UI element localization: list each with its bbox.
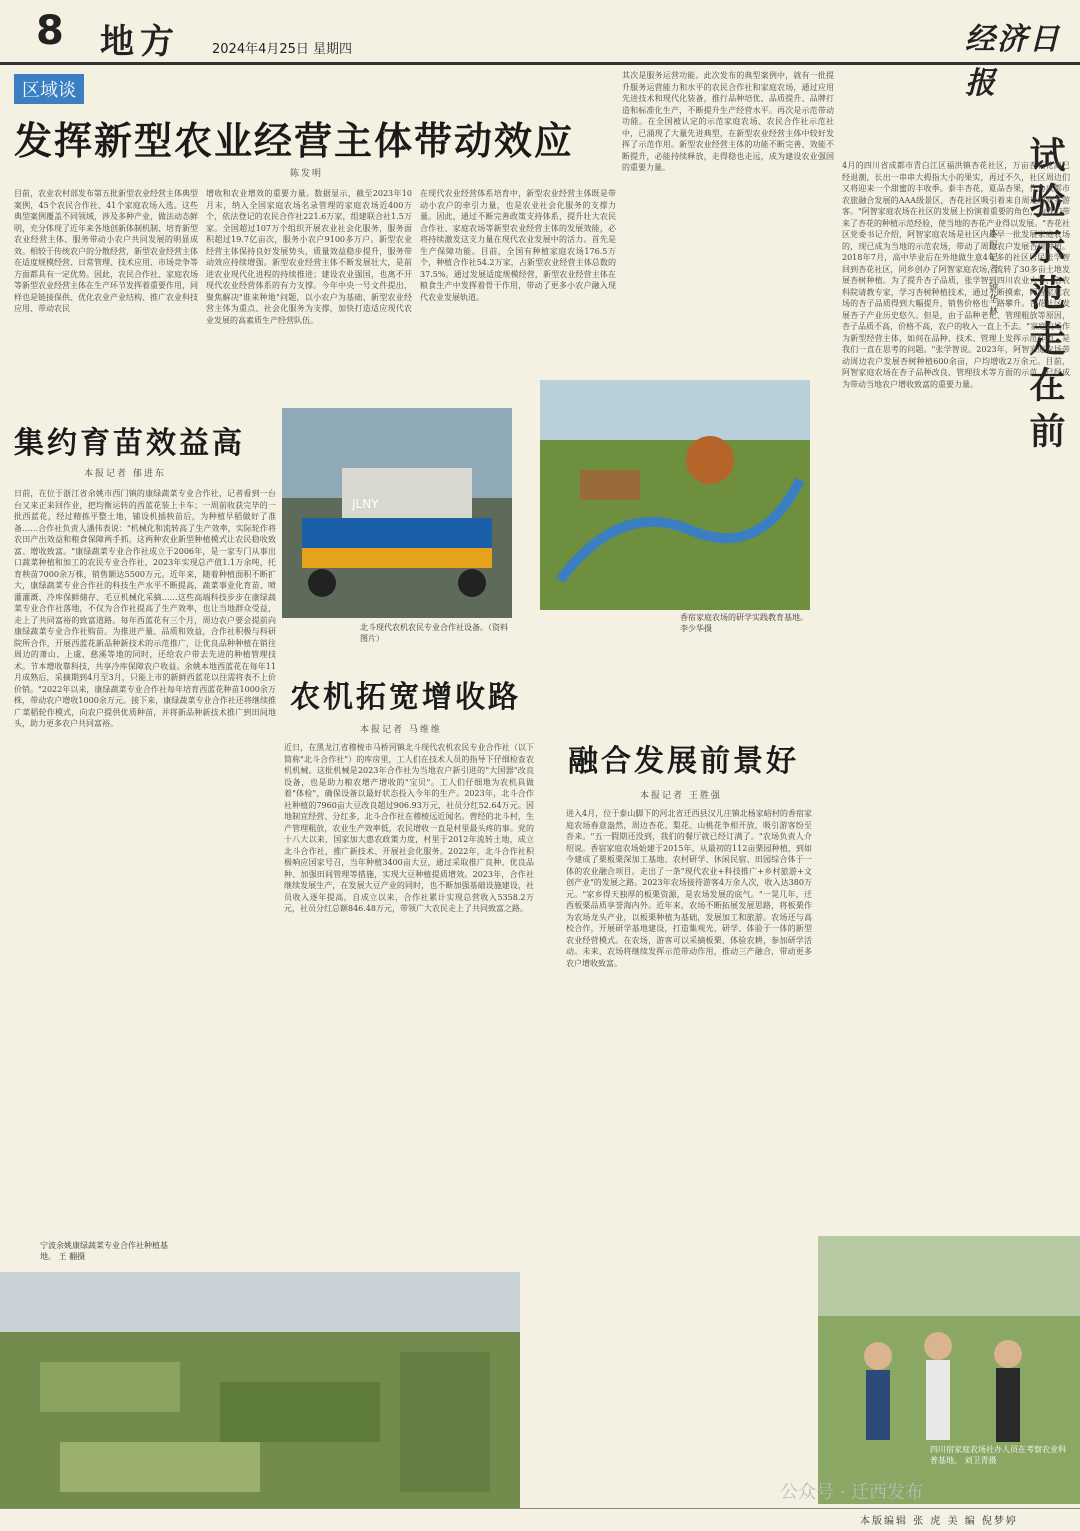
column-tag: 区域谈 bbox=[14, 74, 84, 104]
left-article-body: 日前，在位于浙江省余姚市西门镇的康绿蔬菜专业合作社，记者看到一台台又来正来回作业，把均衡运转的西蓝花装上卡车；一周前收获完毕的一批西蓝花，经过精拣平整土地，铺设机插秧苗后，为种植早稻做好了准备……合作社负责人潘伟表说："机械化和流转高了生产效率，实际轮作将农田产出效益和粮食保障两手抓，这两种农业新型种植模式让农民稳收致富、增收致富。"康绿蔬菜专业合作社成立于2006年，是一家专门从事出口蔬菜种植和加工的农民专业合作社，2023年实现总产值1.1万余吨，托育秧苗7000余万株，销售额达5500万元。近年来，随着种植面积不断扩大，康绿蔬菜专业合作社的科技生产水平不断提高，蔬菜事业化育苗、喷灌灌溉、冷库保鲜储存、毛豆机械化采摘……这些高端科技步步在康绿蔬菜专业合作社落地，不仅为合作社提高了生产效率，也让当地群众受益，走上了共同富裕的致富道路。每年西蓝花有三个月，周边农户要会提前向康绿蔬菜专业合作社购苗。为推进产量、品质和效益，合作社积极与科研院所合作，开展西蓝花新品种新技术的示范推广，让优良品种种植在销往周边的萧山、上虞、慈溪等地的同时，还给农户带去先进的种植管理技术。节本增收靠科技，共享冷库保障农户收益。余姚本地西蓝花在每年11月成熟后，采摘期到4月至3月，只能上市的新鲜西蓝花以往需将表不上价价销。"2022年以来，康绿蔬菜专业合作社每年培育西蓝花种苗1000余万株，带动农户增收1000余万元。接下来，康绿蔬菜专业合作社还将继续推广菜稻轮作模式，向农户提供优质种苗，并将新品种新技术推广到田间地头，助力更多农户共同富裕。 bbox=[14, 489, 276, 728]
main-col-1: 目前，农业农村部发布第五批新型农业经营主体典型案例，45个农民合作社、41个家庭农场入选。这些典型案例覆盖不同领域，涉及多种产业，做法动态鲜明，充分体现了近年来各地创新体制机制、培育新型农业经营主体、服务带动小农户共同发展的明显成效。相较于传统农户的分散经营，新型农业经营主体在适度规模经营、日常管理、技术应用、市场竞争等方面都具有一定优势。因此，农民合作社、家庭农场等新型农业经营主体在生产环节发挥着重要作用，同样也是链接保供、优化农业产业结构、推广农业科技应用、带动农民 bbox=[14, 189, 198, 313]
right-article-body: 4月的四川省成都市青白江区福洪镇杏花社区，万亩杏花花海已经退潮，长出一串串大拇指大小的果实，再过不久，社区周边们又将迎来一个甜蜜的丰收季。泰丰杏花，夏品杏果，作为成都市农旅融合发展的AAA级景区，杏花社区吸引着来自周边的众多游客。"阿智家庭农场在社区的发展上扮演着重要的角色，为我们带来了杏花的种植示范经验，使当地的杏花产业得以发展。"杏花社区党委书记介绍，阿智家庭农场是社区内最早一批发展家庭农场的，现已成为当地的示范农场，带动了周边农户发展杏树种植。2018年7月，高中毕业后在外地做生意4年多的社区居民张学智回到杏花社区，同乡创办了阿智家庭农场，流转了30多亩土地发展杏树种植。为了提升杏子品质，张学智到四川农业大学、省农科院请教专家，学习杏树种植技术，通过不断摸索，阿智家庭农场的杏子品质得到大幅提升，销售价格也一路攀升。杏花社区发展杏子产业历史悠久。但是，由于品种老化、管理粗放等原因，杏子品质不高，价格不高，农户的收入一直上不去。"家庭农场作为新型经营主体，如何在品种、技术、管理上发挥示范作用，是我们一直在思考的问题。"张学智说。2023年，阿智家庭农场带动周边农户发展杏树种植600余亩，户均增收2万余元。目前，阿智家庭农场在杏子品种改良、管理技术等方面的示范，已经成为带动当地农户增收致富的重要力量。 bbox=[842, 161, 1070, 389]
left-article-title: 集约育苗效益高 bbox=[14, 426, 245, 461]
main-col-4: 其次是服务运营功能。此次发布的典型案例中，就有一批提升服务运营能力和水平的农民合作社和家庭农场，通过应用先进技术和现代化装备，推行品种培优、品质提升、品牌打造和标准化生产，不断提升生产经营水平。再次是示范带动功能。在全国被认定的示范家庭农场、农民合作社示范社中，已涌现了大量先进典型，在新型农业经营主体中较好发挥了示范作用。新型农业经营主体的功能不断完善、效能不断提升，必能持续释放，走得稳也走远，成为建设农业强国的重要力量。 bbox=[622, 71, 834, 172]
page-number: 8 bbox=[36, 8, 64, 54]
left-article-byline: 本报记者 郁进东 bbox=[84, 469, 166, 479]
machine-brand-text: JLNY bbox=[352, 497, 379, 511]
right-center-article-body: 进入4月，位于泰山脚下的河北省迁西县汉儿庄镇北杨家峪村的香宿家庭农场春意盎然，周边杏花、梨花、山桃花争相开放，吸引游客纷至沓来。"五一假期还没到，我们的餐厅就已经订满了。"农场负责人介绍说。香宿家庭农场始建于2015年，从最初的112亩栗园种植，到如今建成了栗板栗深加工基地、农村研学、休闲民宿、田园综合体于一体的农业融合项目。走出了一条"现代农业+科技推广+乡村旅游+文创产业"的发展之路。2023年农场接待游客4万余人次，收入达380万元。"家乡得天独厚的板栗资源，是农场发展的底气。"一晃几年，迁西板栗品质享誉海内外。近年来，农场不断拓展发展思路，将板栗作为农场龙头产业，以板栗种植为基础，发展加工和旅游。农场还与高校合作，开展研学基地建设，打造集观光、研学、体验于一体的新型农业经营模式。在农场，游客可以采摘板栗、体验农耕，参加研学活动。未来，农场将继续发挥示范带动作用，推动三产融合，带动更多农户增收致富。 bbox=[566, 809, 812, 968]
editor-credits: 本版编辑 张 虎 美 编 倪梦婷 bbox=[860, 1516, 1018, 1527]
right-article-title: 试验示范走在前 bbox=[1024, 136, 1066, 458]
machinery-photo bbox=[282, 408, 512, 618]
masthead-logo: 经济日报 bbox=[965, 22, 1061, 101]
right-center-article-byline: 本报记者 王胜强 bbox=[640, 791, 722, 801]
main-col-3: 在现代农业经营体系培育中，新型农业经营主体既是带动小农户的牵引力量，也是农业社会化服务的支撑力量。因此，通过不断完善政策支持体系，提升壮大农民合作社、家庭农场等新型农业经营主体的发展效能，必将持续激发这支力量在现代农业发展中的活力。首先是生产保障功能。目前，全国有种植家庭农场176.5万个，种植合作社54.2万家，占新型农业经营主体总数的37.5%。通过发展适度规模经营，新型农业经营主体在粮食生产中发挥着骨干作用，带动了更多小农户融入现代农业发展轨道。 bbox=[420, 189, 616, 302]
right-article-byline: 本报记者 钟华林 bbox=[987, 228, 997, 318]
farm-illustration bbox=[540, 380, 810, 610]
main-author: 陈发明 bbox=[290, 169, 324, 179]
right-center-article-title: 融合发展前景好 bbox=[568, 744, 799, 779]
machinery-caption: 北斗现代农机农民专业合作社设备。（资料图片） bbox=[360, 623, 508, 643]
center-article-byline: 本报记者 马维维 bbox=[360, 725, 442, 735]
center-article-title: 农机拓宽增收路 bbox=[290, 680, 521, 715]
center-article-body: 近日，在黑龙江省穆棱市马桥河镇北斗现代农机农民专业合作社（以下简称"北斗合作社"）的库房里，工人们在技术人员的指导下仔细检查农机机械。这批机械是2023年合作社为当地农户新引进的"大国器"改良设备，也是助力粮农增产增收的"宝贝"。工人们仔细地为农机具做着"体检"，确保设备以最好状态投入今年的生产。2023年，北斗合作社种植的7960亩大豆改良超过906.93万元，社员分红52.64万元。因地制宜经营、分红多，北斗合作社在穆棱远近闻名。曾经的北斗村，生产管理粗放，农业生产效率低，农民增收一直是村里最头疼的事。党的十八大以来，国家加大惠农政策力度，村里于2012年流转土地，成立北斗合作社，推广新技术、开展社会化服务。2022年，北斗合作社积极响应国家号召，当年种植3400亩大豆，通过采取推广良种、优良品种、加强田间管理等措施，实现大豆种植提质增效。2023年，合作社继续发展生产，在发展大豆产业的同时，也不断加强基础设施建设，社员收入逐年提高，自成立以来，合作社累计实现总营收入5358.2万元，社员分红总额846.48万元，带领广大农民走上了共同致富之路。 bbox=[284, 743, 534, 913]
section-title: 地方 bbox=[100, 22, 180, 62]
issue-date: 2024年4月25日 星期四 bbox=[212, 42, 353, 57]
farm-photo bbox=[540, 380, 810, 610]
orchard-caption: 四川宿家庭农场社办人员在考察农业科普基地。 刘卫青摄 bbox=[930, 1445, 1066, 1465]
farm-caption: 香宿家庭农场的研学实践教育基地。 李少华摄 bbox=[680, 613, 808, 633]
main-headline: 发挥新型农业经营主体带动效应 bbox=[14, 118, 575, 163]
main-col-2: 增收和农业增效的重要力量。数据显示，截至2023年10月末，纳入全国家庭农场名录管理的家庭农场近400万个，依法登记的农民合作社221.6万家，组建联合社1.5万家。全国超过107万个组织开展农业社会化服务，服务面积超过19.7亿亩次，服务小农户9100多万户。新型农业经营主体保持良好发展势头，质量效益稳步提升，服务带动效应持续增强。新型农业经营主体不断发展壮大，是前进农业现代化进程的持续推进；建设农业强国，也离不开现代农业经营体系的有力支撑。今年中央一号文件提出，聚焦解决"谁来种地"问题，以小农户为基础、新型农业经营主体为重点、社会化服务为支撑，加快打造适应现代农业发展的高素质生产经营队伍。 bbox=[206, 189, 412, 325]
watermark: 公众号 · 迁西发布 bbox=[780, 1482, 924, 1503]
machinery-illustration bbox=[282, 408, 512, 618]
field-caption: 宁波余姚康绿蔬菜专业合作社种植基地。 王 翻摄 bbox=[40, 1241, 168, 1261]
